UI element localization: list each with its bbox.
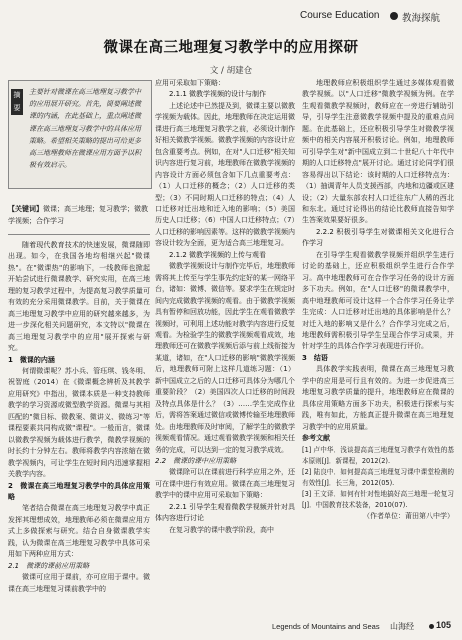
article-title: 微课在高三地理复习教学中的应用探研 [103, 40, 359, 56]
subsection-heading: 2.1.1 微教学视频的设计与制作 [169, 90, 267, 99]
bullet-dot-icon [429, 624, 434, 629]
subsection-heading: 2.1 微课的课前应用策略 [8, 561, 90, 570]
paragraph: 在引导学生观看微教学视频并组织学生进行讨论的基础上，还应积极组织学生进行合作学习。高中地理教师可在合作学习任务的设计方面多下功夫。例如，在"人口迁移"的微课教学中，高中地理教师可设计这样一个合作学习任务让学生完成：人口迁移对迁出地的具体影响是什么？对迁入地的影响又是什么？合作学习完成之后，地理教师需积极引导学生呈现合作学习成果，并针对学生的具体合作学习表现进行评价。 [302, 250, 454, 351]
section-heading: 3 结语 [302, 353, 328, 362]
paragraph: 具体教学实践表明，微课在高三地理复习教学中的应用是可行且有效的。为进一步促进高三地理复习教学质量的提升，地理教师应在微课的具体应用策略方面多下功夫，积极进行探索与实践，唯有如此，方能真正提升微课在高三地理复习教学中的应用质量。 [302, 365, 454, 431]
keywords [8, 203, 150, 227]
subsection-heading: 2.2.2 积极引导学生对微课相关文化进行合作学习 [302, 227, 454, 248]
keywords-text: 微课；高三地理；复习教学；微教学视频；合作学习 [8, 205, 148, 225]
paragraph: 上述论述中已然提及到，微课主要以微教学视频为载体。因此，地理教师在决定运用微课进行高三地理复习教学之前，必须设计制作好相关微教学视频。微教学视频的内容设计应包含重要考点。例如，在对"人口迁移"相关知识内容进行复习前，地理教师在微教学视频的内容设计方面必须包含如下几点重要考点：（1）人口迁移的概念；（2）人口迁移的类型；（3）不同时期人口迁移的特点；（4）人口迁移对迁出地和迁入地的影响；（5）美国历史人口迁移；（6）中国人口迁移特点；（7）人口迁移的影响因素等。这样的微教学视频内容设计较为全面，更为适合高三地理复习。 [155, 101, 295, 248]
section-name-cn: 教海探航 [402, 13, 441, 24]
paragraph: 微课除可以在课前进行科学应用之外，还可在课中进行有效应用。微课在高三地理复习教学中的课中应用可采取如下策略： [155, 468, 295, 500]
reference-item: [2] 陆良中．如何提高高三地理复习课中课堂检测的有效性[J]．长三角，2012(05). [302, 467, 454, 487]
paragraph: 微课可应用于课前，亦可应用于课中。微课在高三地理复习课前教学中的 [8, 573, 150, 593]
column-right [302, 78, 454, 522]
paragraph: 微教学视频设计与制作完毕后，地理教师需将其上传至与学生事先约定好的某一网络平台，诸如：微博、微信等。要求学生在规定时间内完成微教学视频的观看。由于微教学视频具有暂停和回放功能，因此学生在观看微教学视频时，可利用上述功能对教学内容进行反复观看。为检验学生的微教学视频观看成效，地理教师还可在微教学视频后添与前上线衔接为某道，诸如，在"人口迁移的影响"微教学视频后，地理教师可附上这样几道练习题：（1）新中国成立之后的人口迁移可具体分为哪几个重要阶段？（2）美国四次人口迁移的时间段及特点具体是什么？（3）……学生完成作业后，需将答案通过微信或微博传输至地理教师处。由地理教师及时审阅，了解学生的微教学视频观看情况。通过观看微教学视频和相关任务的完成，可以达到一定的复习教学成效。 [155, 262, 295, 454]
page-number: 105 [436, 620, 452, 630]
reference-item: [3] 王文译．如何有针对性地搞好高三地理一轮复习[J]．中国教育技术装备，2010(07). [302, 489, 454, 509]
abstract-tag: 摘要 [11, 89, 23, 115]
subsection-heading: 2.2 微课的课中应用策略 [155, 456, 237, 465]
column-left [8, 240, 150, 595]
subsection-heading: 2.1.2 微教学视频的上传与观看 [169, 250, 267, 259]
abstract-text: 主要针对微课在高三地理复习教学中的应用展开研究。首先，简要阐述微课的内涵，在此基础上，重点阐述微课在高三地理复习教学中的具体应用策略。希望相关策略的提出可给更多高三地理教师在微课应用方面予以积极有效启示。 [29, 88, 141, 170]
journal-name-cn: 山海经 [390, 622, 414, 631]
article-author: 文 / 胡建仓 [209, 66, 253, 76]
abstract-box [8, 80, 152, 189]
keywords-label: 【关键词】 [8, 205, 43, 213]
bullet-dot-icon [390, 12, 398, 20]
reference-item: [1] 卢中华．浅谈提高高三地理复习教学有效性的基本原则[J]．新课程，2012(2). [302, 445, 454, 465]
column-middle [155, 78, 295, 536]
author-affiliation: （作者单位：莆田第八中学） [363, 511, 454, 520]
section-heading: 2 微课在高三地理复习教学中的具体应用策略 [8, 481, 150, 501]
paragraph: 笔者结合微课在高三地理复习教学中真正发挥其理想成效，地理教师必须在微课应用方式上多做探索与研究。结合自身微课教学实践，认为微课在高三地理复习教学中具体可采用如下两种应用方式： [8, 504, 150, 559]
paragraph: 随着现代教育技术的快速发展，微课随即出现。如今，在我国各地均相继兴起"微课热"。在"微课热"的影响下，一线教师也掀起开始尝试进行微课教学、研究实用，在高三地理的复习教学过程中，为提高复习教学质量可有效的充分采用微课教学。目前，关于微课在高三地理复习教学中应用的研究越来越多，为进一步深化相关问题研究，本文特以"微课在高三地理复习教学中的应用"展开探索与研究。 [8, 241, 150, 353]
journal-name-en: Legends of Mountains and Seas [272, 622, 380, 631]
paragraph: 何谓微课呢？苏小兵、管珏琪、钱冬明、祝智庭（2014）在《微课概念辨析及其教学应用研究》中指出，微课本质是一种支持教师教学的学习资源或微型教学资源。微课与其相匹配的"微目标、微教案、微讲义、微练习"等课程要素共同构成微"课程"。一般而言，微课以微教学视频为载体进行教学，微教学视频的时长约十分钟左右。教师将教学内容浓缩在微教学视频内，可让学生在短时间内迅速掌握相关教学内容。 [8, 366, 150, 479]
references-heading: 参考文献 [302, 434, 330, 443]
paragraph: 地理教师应积极组织学生通过多媒体观看微教学视频。以"人口迁移"微教学视频为例。在学生观看微教学视频时，教师应在一旁进行辅助引导，引导学生注意微教学视频中提及的重难点问题。在此基础上，还应积极引导学生对微教学视频中的相关内容展开积极讨论。例如，地理教师可引导学生对"新中国成立到二十世纪八十年代中期的人口迁移特点"展开讨论。通过讨论同学们很容易得出以下结论：该时期的人口迁移特点为：（1）抽调青年人员支援西部，内地和边疆或区建设；（2）大量东部农村人口迁往东广人稀的西北和东北。通过讨论得出的结论比教师直接告知学生答案效果要好很多。 [302, 79, 454, 225]
divider [8, 234, 150, 235]
paragraph: 应用可采取如下策略： [155, 79, 225, 87]
section-heading: 1 微课的内涵 [8, 355, 55, 364]
paragraph: 在复习教学的课中教学阶段，高中 [169, 525, 274, 534]
subsection-heading: 2.2.1 引导学生观看微教学视频并针对具体内容进行讨论 [155, 502, 295, 523]
section-name-en: Course Education [300, 10, 380, 21]
